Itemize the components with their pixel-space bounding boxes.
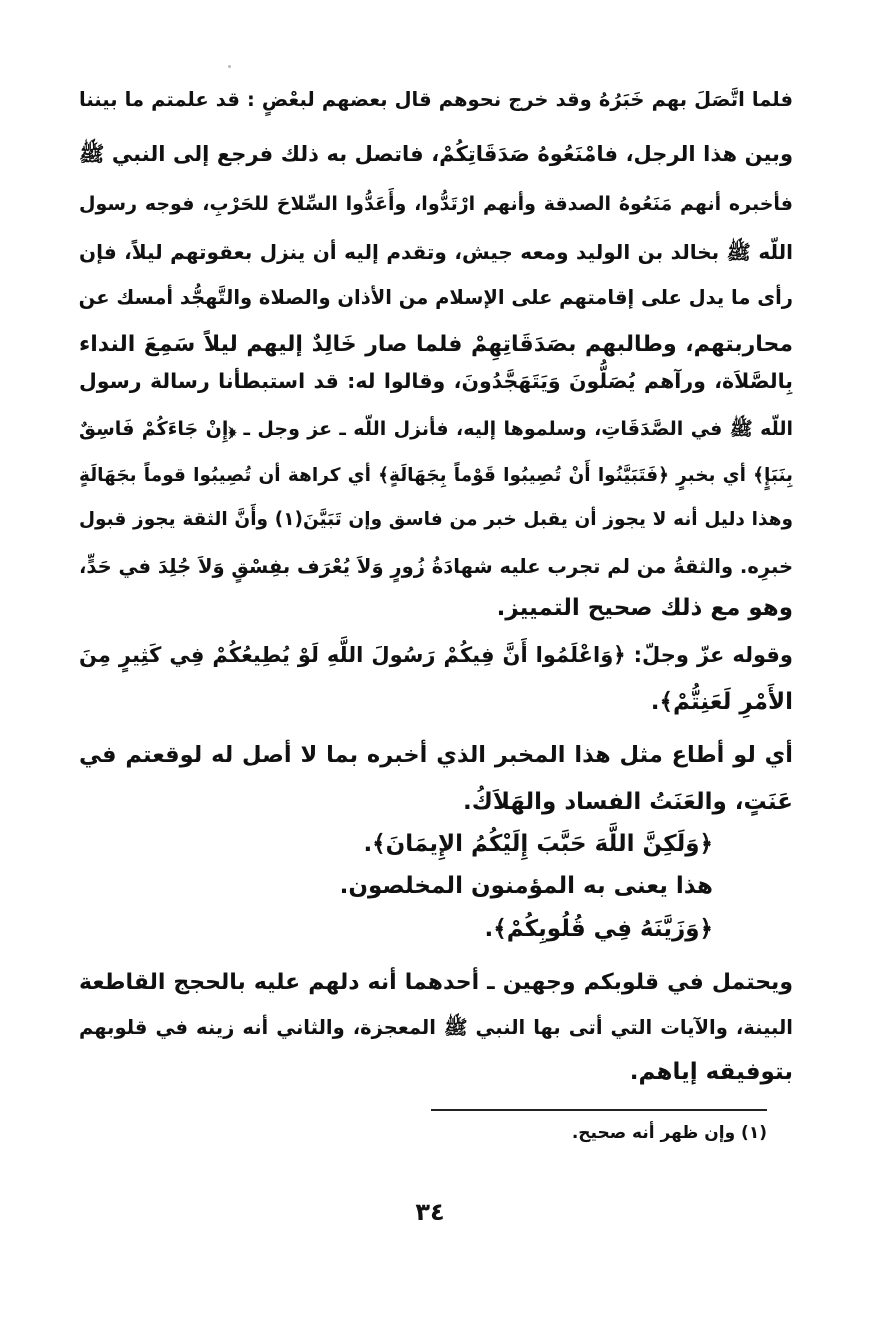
text-line: اللّه ﷺ بخالد بن الوليد ومعه جيش، وتقدم إليه أن ينزل بعقوتهم ليلاً، فإن xyxy=(79,240,793,264)
text-line: محاربتهم، وطالبهم بصَدَقَاتِهِمْ فلما صار خَالِدٌ إليهم ليلاً سَمِعَ النداء xyxy=(79,332,793,357)
text-line: اللّه ﷺ في الصَّدَقَاتِ، وسلموها إليه، فأنزل اللّه ـ عز وجل ـ ﴿إِنْ جَاءَكُمْ فَاسِقٌ xyxy=(79,418,793,440)
text-line: ويحتمل في قلوبكم وجهين ـ أحدهما أنه دلهم عليه بالحجج القاطعة xyxy=(79,970,793,995)
text-line: خبرِه. والثقةُ من لم تجرب عليه شهادَةُ زُورٍ وَلاَ يُعْرَف بفِسْقٍ وَلاَ جُلِدَ في حَدٍّ، xyxy=(79,555,793,578)
text-line: بِالصَّلاَة، ورآهم يُصَلُّونَ وَيَتَهَجَّدُونَ، وقالوا له: قد استبطأنا رسالة رسول xyxy=(79,369,793,393)
footnote: (١) وإن ظهر أنه صحيح. xyxy=(571,1123,767,1143)
text-line: رأى ما يدل على إقامتهم على الإسلام من الأذان والصلاة والتَّهجُّد أمسك عن xyxy=(79,286,793,309)
quran-verse: ﴿وَلَكِنَّ اللَّهَ حَبَّبَ إِلَيْكُمُ الإِيمَانَ﴾. xyxy=(363,831,713,857)
text-line: عَنَتٍ، والعَنَتُ الفساد والهَلاَكُ. xyxy=(463,789,793,815)
text-line: فلما اتَّصَلَ بهم خَبَرُهُ وقد خرج نحوهم قال بعضهم لبعْضٍ : قد علمتم ما بيننا xyxy=(79,88,793,111)
text-line: بِنَبَإٍ﴾ أي بخبرٍ ﴿فَتَبَيَّنُوا أَنْ تُصِيبُوا قَوْماً بِجَهَالَةٍ﴾ أي كراهة أن تُصِيبُوا قوماً بجَهَالَةٍ xyxy=(79,465,793,486)
footnote-separator xyxy=(431,1109,767,1111)
text-line: وهذا دليل أنه لا يجوز أن يقبل خبر من فاسق وإن تَبَيَّنَ(١) وأَنَّ الثقة يجوز قبول xyxy=(79,509,793,530)
text-line: البينة، والآيات التي أتى بها النبي ﷺ المعجزة، والثاني أنه زينه في قلوبهم xyxy=(79,1016,793,1039)
text-line: أي لو أطاع مثل هذا المخبر الذي أخبره بما لا أصل له لوقعتم في xyxy=(79,742,793,768)
scan-speck xyxy=(228,65,231,68)
text-line: هذا يعنى به المؤمنون المخلصون. xyxy=(339,873,713,899)
text-line: وبين هذا الرجل، فامْنَعُوهُ صَدَقَاتِكُمْ، فاتصل به ذلك فرجع إلى النبي ﷺ xyxy=(79,142,793,166)
text-line: الأَمْرِ لَعَنِتُّمْ﴾. xyxy=(650,689,793,715)
text-line: بتوفيقه إياهم. xyxy=(629,1059,793,1085)
text-line: وقوله عزّ وجلّ: ﴿وَاعْلَمُوا أَنَّ فِيكُمْ رَسُولَ اللَّهِ لَوْ يُطِيعُكُمْ فِي كَثِيرٍ مِنَ xyxy=(79,643,793,667)
text-line: وهو مع ذلك صحيح التمييز. xyxy=(496,595,793,621)
text-line: فأخبره أنهم مَنَعُوهُ الصدقة وأنهم ارْتَدُّوا، وأَعَدُّوا السِّلاحَ للحَرْبِ، فوجه رسول xyxy=(79,193,793,215)
quran-verse: ﴿وَزَيَّنَهُ فِي قُلُوبِكُمْ﴾. xyxy=(484,916,713,942)
page-number: ٣٤ xyxy=(415,1198,445,1226)
